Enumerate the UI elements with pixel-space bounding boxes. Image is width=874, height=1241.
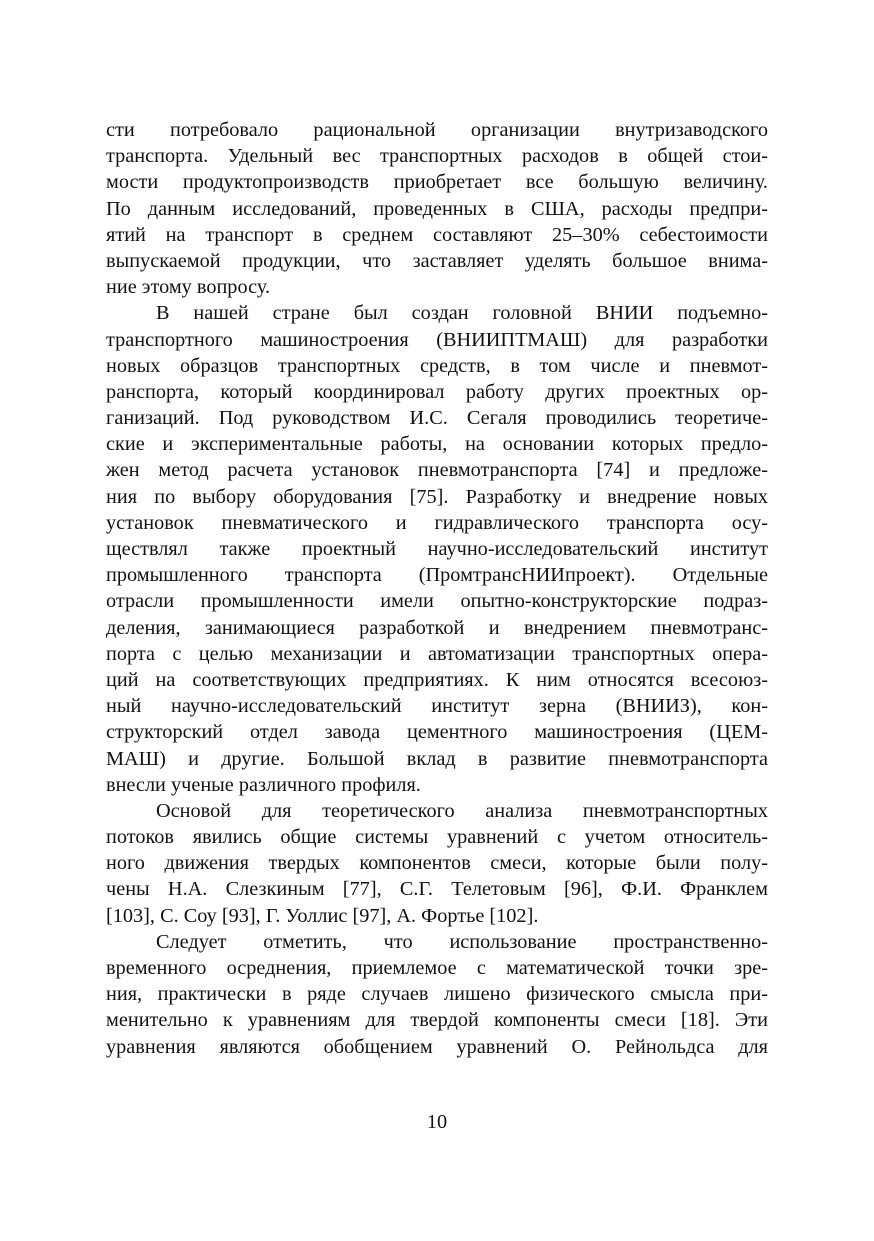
text-line: ций на соответствующих предприятиях. К ним относятся всесоюз- — [106, 668, 768, 691]
text-line: транспорта. Удельный вес транспортных расходов в общей стои- — [106, 145, 768, 168]
text-line: ские и экспериментальные работы, на основании которых предло- — [106, 433, 768, 456]
text-line: МАШ) и другие. Большой вклад в развитие пневмотранспорта — [106, 747, 768, 770]
paragraph-first-line: В нашей стране был создан головной ВНИИ подъемно- — [156, 302, 768, 325]
text-line: внесли ученые различного профиля. — [106, 773, 421, 796]
text-line: жен метод расчета установок пневмотранспорта [74] и предложе- — [106, 459, 768, 482]
text-line: деления, занимающиеся разработкой и внедрением пневмотранс- — [106, 616, 768, 639]
text-line: ятий на транспорт в среднем составляют 25–30% себестоимости — [106, 223, 768, 246]
body-text — [106, 117, 768, 1060]
text-line: порта с целью механизации и автоматизации транспортных опера- — [106, 642, 768, 665]
text-line: промышленного транспорта (ПромтрансНИИпроект). Отдельные — [106, 564, 768, 587]
text-line: мости продуктопроизводств приобретает все большую величину. — [106, 171, 768, 194]
text-line: уравнения являются обобщением уравнений О. Рейнольдса для — [106, 1035, 768, 1058]
text-line: ранспорта, который координировал работу других проектных ор- — [106, 380, 768, 403]
text-line: отрасли промышленности имели опытно-конструкторские подраз- — [106, 590, 768, 613]
text-line: временного осреднения, приемлемое с математической точки зре- — [106, 957, 768, 979]
text-line: ный научно-исследовательский институт зерна (ВНИИЗ), кон- — [106, 695, 768, 718]
text-line: [103], С. Соу [93], Г. Уоллис [97], А. Фортье [102]. — [106, 904, 539, 927]
text-line: структорский отдел завода цементного машиностроения (ЦЕМ- — [106, 721, 768, 744]
page-number: 10 — [426, 1111, 448, 1133]
text-line: установок пневматического и гидравлического транспорта осу- — [106, 511, 768, 534]
text-line: сти потребовало рациональной организации внутризаводского — [106, 119, 768, 141]
text-line: По данным исследований, проведенных в США, расходы предпри- — [106, 197, 768, 220]
paragraph-first-line: Основой для теоретического анализа пневмотранспортных — [156, 799, 768, 822]
text-line: ния, практически в ряде случаев лишено физического смысла при- — [106, 983, 768, 1006]
text-line: выпускаемой продукции, что заставляет уделять большое внима- — [106, 249, 768, 272]
text-line: ного движения твердых компонентов смеси, которые были полу- — [106, 852, 768, 875]
text-line: новых образцов транспортных средств, в том числе и пневмот- — [106, 354, 768, 377]
text-line: ния по выбору оборудования [75]. Разработку и внедрение новых — [106, 485, 768, 508]
text-line: ществлял также проектный научно-исследовательский институт — [106, 538, 768, 560]
paragraph-first-line: Следует отметить, что использование пространственно- — [156, 930, 768, 953]
text-line: ганизаций. Под руководством И.С. Сегаля проводились теоретиче- — [106, 407, 768, 430]
text-line: потоков явились общие системы уравнений с учетом относитель- — [106, 826, 768, 849]
text-line: менительно к уравнениям для твердой компоненты смеси [18]. Эти — [106, 1009, 768, 1032]
text-line: чены Н.А. Слезкиным [77], С.Г. Телетовым [96], Ф.И. Франклем — [106, 878, 768, 901]
text-line: транспортного машиностроения (ВНИИПТМАШ) для разработки — [106, 328, 768, 351]
text-line: ние этому вопросу. — [106, 276, 271, 299]
